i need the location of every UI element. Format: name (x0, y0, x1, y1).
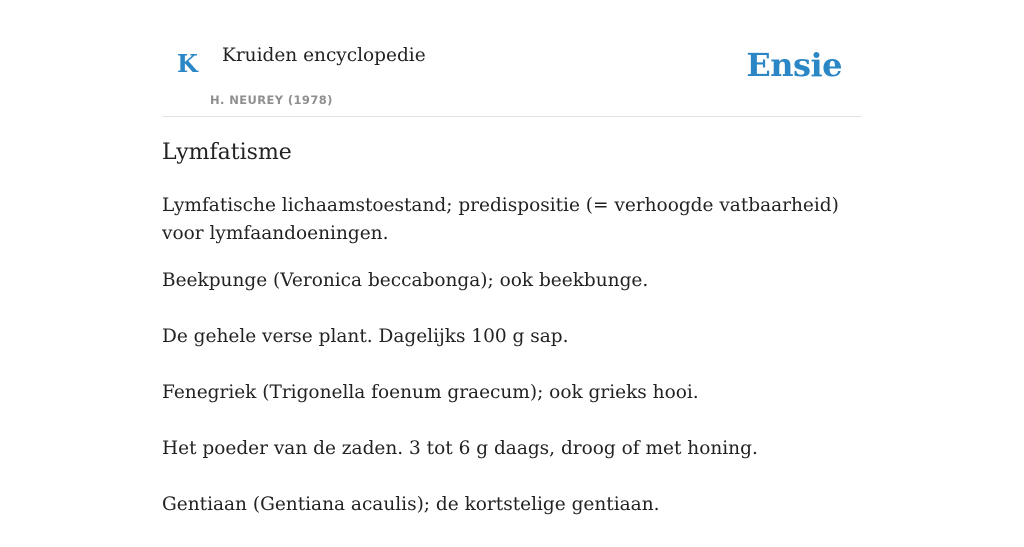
encyclopedia-logo[interactable]: K (177, 49, 198, 78)
header (162, 0, 862, 117)
entry-definition: Lymfatische lichaamstoestand; predispositie (= verhoogde vatbaarheid) voor lymfaandoeningen. (162, 195, 839, 244)
entry-paragraph: Beekpunge (Veronica beccabonga); ook beekbunge. (162, 270, 649, 291)
ensie-logo[interactable]: Ensie (746, 46, 842, 84)
book-author: H. NEUREY (1978) (210, 93, 333, 107)
entry-paragraph: Fenegriek (Trigonella foenum graecum); ook grieks hooi. (162, 382, 699, 403)
book-title[interactable]: Kruiden encyclopedie (222, 45, 426, 66)
entry-paragraph: De gehele verse plant. Dagelijks 100 g sap. (162, 326, 569, 347)
entry-title: Lymfatisme (162, 140, 292, 165)
page (162, 0, 862, 515)
entry-paragraph: Gentiaan (Gentiana acaulis); de kortstelige gentiaan. (162, 494, 660, 515)
entry-paragraph: Het poeder van de zaden. 3 tot 6 g daags, droog of met honing. (162, 438, 758, 459)
entry-content (162, 192, 862, 547)
